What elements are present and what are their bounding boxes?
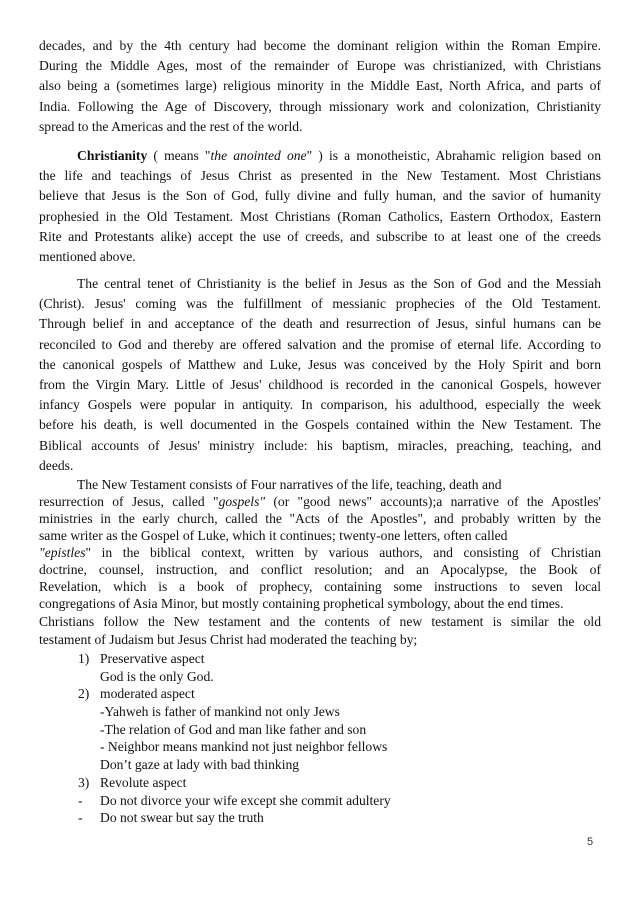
list-subitem: God is the only God. (100, 668, 214, 684)
list-item-label: Preservative aspect (100, 651, 205, 666)
dash-item-text: Do not divorce your wife except she commit adultery (100, 792, 391, 808)
dash-marker: - (78, 810, 83, 826)
list-subitem: -The relation of God and man like father and son (100, 721, 367, 737)
text-line: Through belief in and acceptance of the death and resurrection of Jesus, sinful humans can be (39, 316, 601, 332)
text-line: believe that Jesus is the Son of God, fully divine and fully human, and the savior of humanity (39, 188, 601, 204)
list-item-label: Revolute aspect (100, 774, 187, 790)
paragraph-1 (39, 36, 601, 137)
text-span: (or "good news" accounts);a narrative of the Apostles' (265, 494, 602, 509)
text-line: deeds. (39, 457, 74, 473)
aspect-list (78, 650, 598, 827)
text-line: Christians follow the New testament and the contents of new testament is similar the old (39, 614, 601, 629)
list-item (78, 685, 598, 703)
text-line: decades, and by the 4th century had become the dominant religion within the Roman Empire. (39, 38, 601, 53)
list-item (78, 650, 598, 668)
list-subitem: - Neighbor means mankind not just neighbor fellows (100, 739, 388, 755)
text-span: ( means " (147, 148, 211, 163)
dash-item-text: Do not swear but say the truth (100, 810, 264, 826)
text-line: congregations of Asia Minor, but mostly containing prophetical symbology, about the end times. (39, 596, 564, 611)
text-line: the life and teachings of Jesus Christ as presented in the New Testament. Most Christians (39, 168, 601, 184)
text-line: The New Testament consists of Four narratives of the life, teaching, death and (77, 477, 502, 492)
text-line: ministries in the early church, called the "Acts of the Apostles", and probably written by the (39, 511, 601, 526)
text-span: " ) is a monotheistic, Abrahamic religion based on (306, 148, 602, 163)
text-line: doctrine, counsel, instruction, and conflict resolution; and an Apocalypse, the Book of (39, 562, 601, 577)
text-line: infancy Gospels were popular in antiquity. In comparison, his adulthood, especially the week (39, 397, 601, 413)
dash-list-item (78, 809, 598, 827)
list-number: 1) (78, 651, 90, 666)
text-line: During the Middle Ages, most of the remainder of Europe was christianized, with Christians (39, 58, 601, 74)
paragraph-2 (39, 146, 601, 267)
term-christianity: Christianity (77, 148, 148, 163)
text-line: mentioned above. (39, 248, 136, 264)
text-line: reconciled to God and thereby are offered salvation and the promise of eternal life. According to (39, 336, 601, 352)
text-line: Rite and Protestants alike) accept the use of creeds, and subscribe to at least one of the creeds (39, 228, 601, 244)
text-line: The central tenet of Christianity is the belief in Jesus as the Son of God and the Messiah (77, 276, 601, 291)
text-span: " in the biblical context, written by various authors, and consisting of Christian (85, 545, 601, 560)
list-subitem: -Yahweh is father of mankind not only Jews (100, 704, 340, 720)
page-number: 5 (587, 836, 594, 848)
text-line (39, 493, 601, 510)
dash-marker: - (78, 792, 83, 808)
list-number: 2) (78, 686, 90, 702)
text-span: resurrection of Jesus, called " (39, 494, 219, 509)
paragraph-4 (39, 476, 601, 612)
gospels-term: gospels" (218, 494, 266, 509)
text-line: also being a (sometimes large) religious minority in the Middle East, North Africa, and parts of (39, 78, 601, 94)
epistles-term: "epistles (39, 545, 86, 560)
text-line: prophesied in the Old Testament. Most Christians (Roman Catholics, Eastern Orthodox, Eastern (39, 208, 601, 224)
text-line: same writer as the Gospel of Luke, which it continues; twenty-one letters, often called (39, 528, 508, 543)
text-line: from the Virgin Mary. Little of Jesus' childhood is recorded in the canonical Gospels, however (39, 376, 601, 392)
text-line: before his death, is well documented in the Gospels contained within the New Testament. The (39, 417, 601, 433)
text-line: testament of Judaism but Jesus Christ had moderated the teaching by; (39, 632, 418, 647)
meaning-text: the anointed one (210, 148, 307, 163)
text-line (39, 146, 601, 166)
dash-list-item (78, 792, 598, 810)
text-line: Biblical accounts of Jesus' ministry include: his baptism, miracles, preaching, teaching, and (39, 437, 601, 453)
list-number: 3) (78, 774, 90, 790)
text-line: the canonical gospels of Matthew and Luke, Jesus was conceived by the Holy Spirit and born (39, 356, 601, 372)
paragraph-5 (39, 613, 601, 649)
text-line: Revelation, which is a book of prophecy, containing some instructions to seven local (39, 579, 601, 594)
text-line (39, 544, 601, 561)
text-line: India. Following the Age of Discovery, through missionary work and colonization, Christianity (39, 98, 601, 114)
list-subitem: Don’t gaze at lady with bad thinking (100, 757, 300, 773)
paragraph-3 (39, 274, 601, 476)
text-line: spread to the Americas and the rest of the world. (39, 118, 303, 134)
list-item-label: moderated aspect (100, 686, 195, 702)
list-item (78, 774, 598, 792)
text-line: (Christ). Jesus' coming was the fulfillment of messianic prophecies of the Old Testament. (39, 296, 601, 312)
